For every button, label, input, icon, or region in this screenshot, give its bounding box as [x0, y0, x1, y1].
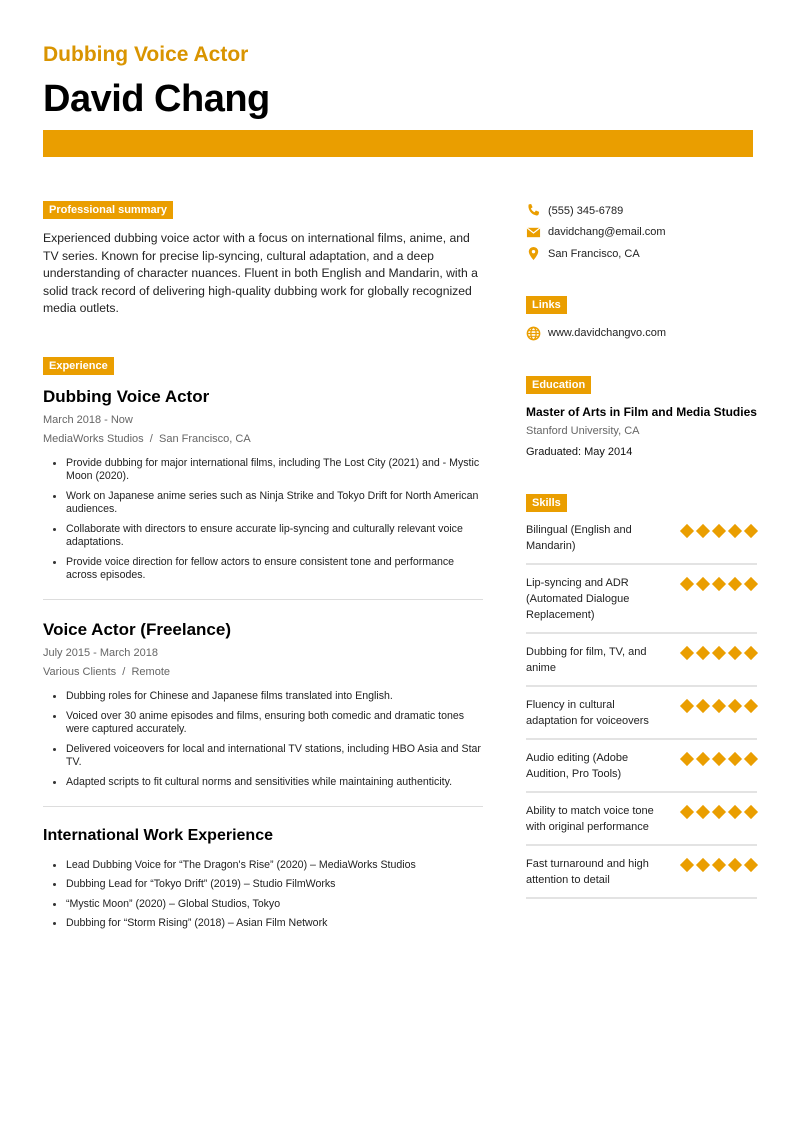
- skill-rating: [681, 750, 757, 782]
- rating-diamond-icon: [680, 699, 694, 713]
- skill-row: [526, 687, 757, 740]
- rating-diamond-icon: [744, 752, 758, 766]
- website-text[interactable]: www.davidchangvo.com: [548, 327, 667, 340]
- phone-text: (555) 345-6789: [548, 204, 624, 217]
- rating-diamond-icon: [680, 752, 694, 766]
- rating-diamond-icon: [696, 577, 710, 591]
- job-title: Dubbing Voice Actor: [43, 386, 210, 406]
- degree: Master of Arts in Film and Media Studies: [526, 405, 757, 419]
- email-text: davidchang@email.com: [548, 226, 666, 239]
- job-dates: March 2018 - Now: [43, 413, 133, 426]
- section-divider: [43, 806, 483, 807]
- graduation-date: Graduated: May 2014: [526, 446, 633, 458]
- separator: /: [122, 665, 126, 678]
- skills-list: [526, 512, 757, 899]
- location-pin-icon: [526, 246, 541, 261]
- rating-diamond-icon: [728, 524, 742, 538]
- job-company-location: [43, 430, 483, 449]
- rating-diamond-icon: [728, 699, 742, 713]
- skill-rating: [681, 644, 757, 676]
- job-company: MediaWorks Studios: [43, 432, 144, 445]
- globe-icon: [526, 326, 541, 341]
- job-title: Voice Actor (Freelance): [43, 619, 232, 639]
- skill-row: [526, 793, 757, 846]
- skill-name: Bilingual (English and Mandarin): [526, 524, 632, 552]
- contact-email: [526, 222, 757, 244]
- skill-name: Fast turnaround and high attention to detail: [526, 858, 649, 886]
- separator: /: [149, 432, 153, 445]
- rating-diamond-icon: [696, 699, 710, 713]
- side-column: [526, 200, 757, 899]
- rating-diamond-icon: [712, 858, 726, 872]
- rating-diamond-icon: [712, 524, 726, 538]
- rating-diamond-icon: [696, 524, 710, 538]
- skill-rating: [681, 856, 757, 888]
- header-accent-bar: [43, 130, 753, 157]
- job-location: Remote: [131, 665, 171, 678]
- skill-row: [526, 846, 757, 899]
- skill-row: [526, 565, 757, 634]
- job-bullets: [43, 457, 483, 582]
- rating-diamond-icon: [728, 752, 742, 766]
- international-title: International Work Experience: [43, 826, 273, 844]
- rating-diamond-icon: [744, 524, 758, 538]
- rating-diamond-icon: [728, 646, 742, 660]
- main-column: [43, 200, 483, 937]
- skill-rating: [681, 575, 757, 623]
- international-item: Lead Dubbing Voice for “The Dragon's Rise” (2020) – MediaWorks Studios: [43, 859, 483, 872]
- phone-icon: [526, 203, 541, 218]
- rating-diamond-icon: [712, 646, 726, 660]
- job-company-location: [43, 663, 483, 682]
- skill-name: Dubbing for film, TV, and anime: [526, 646, 647, 674]
- rating-diamond-icon: [744, 805, 758, 819]
- job-role-title: Dubbing Voice Actor: [43, 43, 249, 66]
- rating-diamond-icon: [696, 805, 710, 819]
- skill-row: [526, 740, 757, 793]
- location-text: San Francisco, CA: [548, 247, 640, 260]
- skill-rating: [681, 522, 757, 554]
- rating-diamond-icon: [680, 858, 694, 872]
- job-entry: [43, 620, 483, 807]
- skills-label: Skills: [526, 494, 567, 512]
- rating-diamond-icon: [744, 577, 758, 591]
- job-bullet: Voiced over 30 anime episodes and films, ensuring both comedic and dramatic tones were captured accurately.: [43, 710, 483, 736]
- job-dates: July 2015 - March 2018: [43, 646, 158, 659]
- job-location: San Francisco, CA: [158, 432, 251, 445]
- candidate-name: David Chang: [43, 78, 270, 120]
- rating-diamond-icon: [728, 805, 742, 819]
- international-item: Dubbing Lead for “Tokyo Drift” (2019) – Studio FilmWorks: [43, 878, 483, 891]
- experience-label: Experience: [43, 357, 114, 375]
- job-bullet: Work on Japanese anime series such as Ninja Strike and Tokyo Drift for North American audiences.: [43, 490, 483, 516]
- skill-name: Ability to match voice tone with original performance: [526, 805, 654, 833]
- job-bullet: Collaborate with directors to ensure accurate lip-syncing and culturally relevant voice adaptations.: [43, 523, 483, 549]
- rating-diamond-icon: [712, 699, 726, 713]
- international-item: Dubbing for “Storm Rising” (2018) – Asian Film Network: [43, 917, 483, 930]
- rating-diamond-icon: [696, 752, 710, 766]
- summary-label: Professional summary: [43, 201, 173, 219]
- rating-diamond-icon: [712, 805, 726, 819]
- website-link[interactable]: [526, 323, 757, 345]
- section-divider: [43, 599, 483, 600]
- summary-text: Experienced dubbing voice actor with a focus on international films, anime, and TV series. Known for precise lip-syncing, cultural adaptation, and a deep understanding of character nuances. Fluent in both English and Mandarin, with a solid track record of delivering high-quality dubbing work for globally recognized media outlets.: [43, 231, 478, 316]
- school: Stanford University, CA: [526, 425, 640, 437]
- contact-phone: [526, 200, 757, 222]
- skill-name: Audio editing (Adobe Audition, Pro Tools): [526, 752, 629, 780]
- skill-rating: [681, 697, 757, 729]
- education-label: Education: [526, 376, 591, 394]
- skill-row: [526, 634, 757, 687]
- links-label: Links: [526, 296, 567, 314]
- skill-name: Fluency in cultural adaptation for voiceovers: [526, 699, 649, 727]
- rating-diamond-icon: [680, 577, 694, 591]
- job-entry: [43, 387, 483, 600]
- job-bullets: [43, 690, 483, 789]
- rating-diamond-icon: [712, 752, 726, 766]
- rating-diamond-icon: [680, 524, 694, 538]
- job-bullet: Delivered voiceovers for local and international TV stations, including HBO Asia and Star TV.: [43, 743, 483, 769]
- job-bullet: Dubbing roles for Chinese and Japanese films translated into English.: [43, 690, 483, 703]
- rating-diamond-icon: [744, 646, 758, 660]
- rating-diamond-icon: [728, 577, 742, 591]
- contact-location: [526, 243, 757, 265]
- job-bullet: Provide voice direction for fellow actors to ensure consistent tone and performance across episodes.: [43, 556, 483, 582]
- international-list: [43, 859, 483, 931]
- skill-name: Lip-syncing and ADR (Automated Dialogue Replacement): [526, 577, 630, 621]
- rating-diamond-icon: [696, 858, 710, 872]
- rating-diamond-icon: [744, 858, 758, 872]
- email-icon: [526, 225, 541, 240]
- rating-diamond-icon: [744, 699, 758, 713]
- skill-row: [526, 512, 757, 565]
- job-bullet: Provide dubbing for major international films, including The Lost City (2021) and - Mystic Moon (2020).: [43, 457, 483, 483]
- job-company: Various Clients: [43, 665, 117, 678]
- rating-diamond-icon: [728, 858, 742, 872]
- skill-rating: [681, 803, 757, 835]
- rating-diamond-icon: [696, 646, 710, 660]
- job-list: [43, 387, 483, 807]
- international-section: [43, 827, 483, 931]
- international-item: “Mystic Moon” (2020) – Global Studios, Tokyo: [43, 898, 483, 911]
- job-bullet: Adapted scripts to fit cultural norms and sensitivities while maintaining authenticity.: [43, 776, 483, 789]
- rating-diamond-icon: [680, 805, 694, 819]
- rating-diamond-icon: [712, 577, 726, 591]
- rating-diamond-icon: [680, 646, 694, 660]
